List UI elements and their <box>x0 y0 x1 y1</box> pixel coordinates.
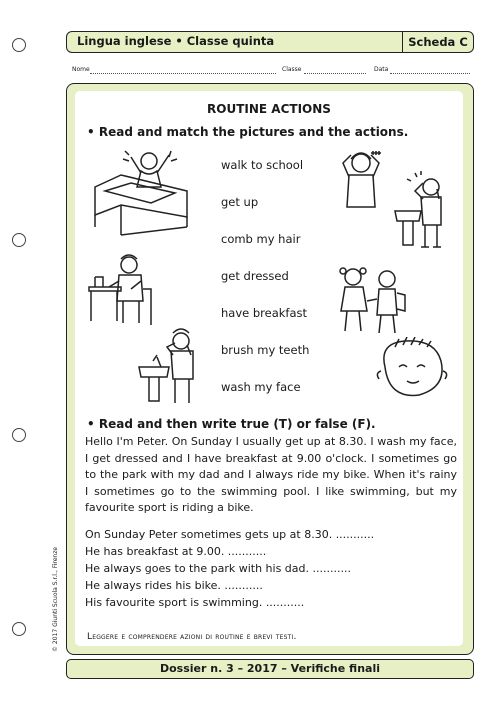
footer-bar: Dossier n. 3 – 2017 – Verifiche finali <box>66 659 474 679</box>
binder-hole <box>12 622 26 636</box>
class-field[interactable] <box>304 73 366 74</box>
true-false-statement[interactable]: He has breakfast at 9.00. ........... <box>85 545 267 558</box>
worksheet-card <box>66 83 474 655</box>
page-title: ROUTINE ACTIONS <box>207 102 331 116</box>
scheda-label: Scheda C <box>402 32 473 52</box>
combing-hair-picture[interactable] <box>337 149 387 211</box>
action-item: walk to school <box>221 158 304 172</box>
true-false-statement[interactable]: His favourite sport is swimming. ........... <box>85 596 305 609</box>
date-field[interactable] <box>390 73 470 74</box>
reading-paragraph: Hello I'm Peter. On Sunday I usually get up at 8.30. I wash my face, I get dressed and I have breakfast at 9.00 o'clock. I sometimes go to the park with my dad and I always ride my bike. When it's rainy I sometimes go to the swimming pool. I like swimming, but my favourite sport is riding a bike. <box>85 435 457 514</box>
action-item: brush my teeth <box>221 343 310 357</box>
washing-face-picture[interactable] <box>393 171 453 251</box>
name-label: Nome <box>72 66 90 73</box>
breakfast-picture[interactable] <box>87 251 157 329</box>
binder-hole <box>12 38 26 52</box>
true-false-statement[interactable]: He always rides his bike. ........... <box>85 579 263 592</box>
action-item: have breakfast <box>221 306 308 320</box>
copyright-notice: © 2017 Giunti Scuola S.r.l., Firenze <box>52 546 59 652</box>
true-false-statement[interactable]: He always goes to the park with his dad. ........... <box>85 562 351 575</box>
true-false-statement[interactable]: On Sunday Peter sometimes gets up at 8.30. ........... <box>85 528 375 541</box>
worksheet-content <box>75 91 463 646</box>
action-item: wash my face <box>221 380 301 394</box>
header-bar <box>66 31 474 53</box>
binder-hole <box>12 233 26 247</box>
instruction-true-false: • Read and then write true (T) or false (F). <box>87 417 376 431</box>
brushing-teeth-picture[interactable] <box>137 327 209 407</box>
action-item: get dressed <box>221 269 289 283</box>
walking-to-school-picture[interactable] <box>337 265 407 337</box>
subject-label: Lingua inglese • Classe quinta <box>77 34 275 48</box>
class-label: Classe <box>282 66 302 73</box>
getting-dressed-picture[interactable] <box>375 337 451 399</box>
action-item: get up <box>221 195 259 209</box>
action-item: comb my hair <box>221 232 301 246</box>
name-field[interactable] <box>90 73 276 74</box>
binder-hole <box>12 428 26 442</box>
instruction-match: • Read and match the pictures and the actions. <box>87 125 409 139</box>
getting-up-picture[interactable] <box>91 147 195 239</box>
date-label: Data <box>374 66 389 73</box>
learning-objective: Leggere e comprendere azioni di routine e brevi testi. <box>87 632 297 642</box>
